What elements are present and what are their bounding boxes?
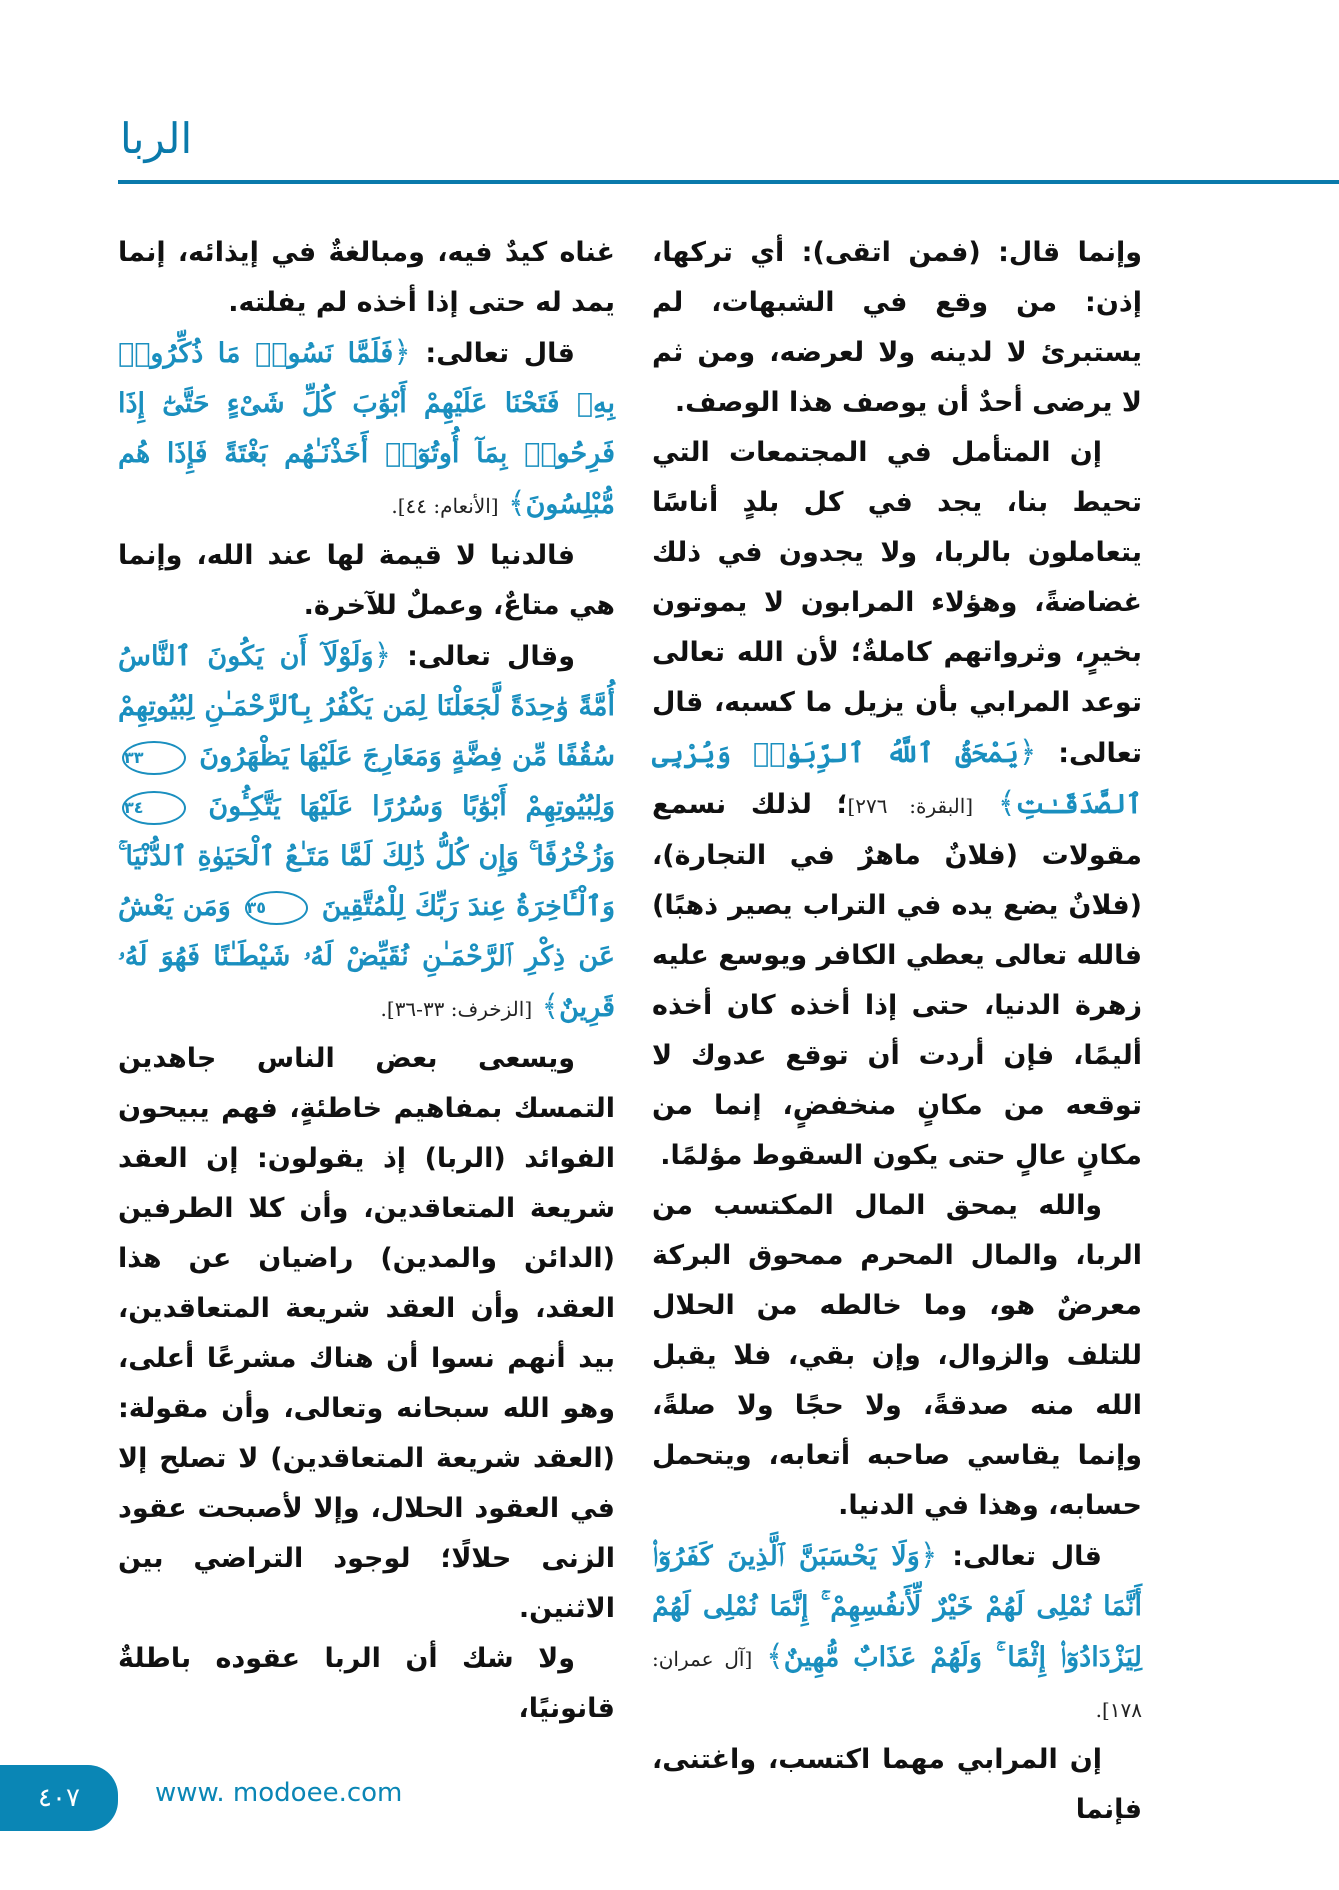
quran-open-bracket-icon: ﴿ bbox=[393, 335, 411, 370]
verse-reference: [الزخرف: ٣٣-٣٦]. bbox=[380, 997, 533, 1021]
quran-open-bracket-icon: ﴿ bbox=[1018, 735, 1037, 770]
quran-verse: وَلَا يَحْسَبَنَّ ٱلَّذِينَ كَفَرُوٓا۟ أَنَّمَا نُمْلِى لَهُمْ خَيْرٌ لِّأَنفُسِهِمْ ۚ إِنَّمَا نُمْلِى لَهُمْ لِيَزْدَادُوٓا۟ إِثْمًا ۚ وَلَهُمْ عَذَابٌ مُّهِينٌ bbox=[652, 1541, 1142, 1673]
header-divider bbox=[118, 180, 1339, 184]
page-number: ٤٠٧ bbox=[38, 1783, 80, 1813]
paragraph: إن المرابي مهما اكتسب، واغتنى، فإنما bbox=[652, 1744, 1142, 1825]
left-column bbox=[118, 228, 615, 1734]
quran-close-bracket-icon: ﴾ bbox=[541, 989, 560, 1024]
quran-verse: فَلَمَّا نَسُوا۟ مَا ذُكِّرُوا۟ بِهِۦ فَتَحْنَا عَلَيْهِمْ أَبْوَٰبَ كُلِّ شَىْءٍ حَتَّىٰٓ إِذَا فَرِحُوا۟ بِمَآ أُوتُوٓا۟ أَخَذْنَـٰهُم بَغْتَةً فَإِذَا هُم مُّبْلِسُونَ bbox=[118, 338, 615, 520]
quran-open-bracket-icon: ﴿ bbox=[373, 638, 392, 673]
right-column bbox=[652, 228, 1142, 1835]
paragraph: فالدنيا لا قيمة لها عند الله، وإنما هي متاعٌ، وعملٌ للآخرة. bbox=[118, 540, 615, 621]
quran-open-bracket-icon: ﴿ bbox=[919, 1538, 938, 1573]
quran-close-bracket-icon: ﴾ bbox=[766, 1639, 784, 1674]
paragraph-text: ؛ لذلك نسمع مقولات (فلانٌ ماهرٌ في التجارة)، (فلانٌ يضع يده في التراب يصير ذهبًا) فالله تعالى يعطي الكافر ويوسع عليه زهرة الدنيا، حتى إذا أخذه كان أخذه أليمًا، فإن أردت أن توقع عدوك لا توقعه من مكانٍ منخفضٍ، إنما من مكانٍ عالٍ حتى يكون السقوط مؤلمًا. bbox=[652, 789, 1142, 1171]
quran-verse: وَمَن يَعْشُ عَن ذِكْرِ ٱلرَّحْمَـٰنِ نُقَيِّضْ لَهُۥ شَيْطَـٰنًا فَهُوَ لَهُۥ قَرِينٌ bbox=[118, 891, 615, 1023]
quran-verse: وَزُخْرُفًا ۚ وَإِن كُلُّ ذَٰلِكَ لَمَّا مَتَـٰعُ ٱلْحَيَوٰةِ ٱلدُّنْيَا ۚ وَٱلْـَٔاخِرَةُ عِندَ رَبِّكَ لِلْمُتَّقِينَ bbox=[118, 841, 615, 922]
paragraph bbox=[118, 631, 615, 1034]
paragraph-text: وقال تعالى: bbox=[407, 641, 575, 672]
verse-reference: [آل عمران: ١٧٨]. bbox=[652, 1647, 1142, 1722]
ayah-number-marker: ٣٥ bbox=[245, 891, 309, 925]
paragraph-text: قال تعالى: bbox=[952, 1541, 1102, 1572]
paragraph bbox=[652, 1531, 1142, 1735]
quran-verse: وَلِبُيُوتِهِمْ أَبْوَٰبًا وَسُرُرًا عَلَيْهَا يَتَّكِـُٔونَ bbox=[208, 791, 615, 822]
paragraph-text: قال تعالى: bbox=[425, 338, 575, 369]
verse-reference: [البقرة: ٢٧٦] bbox=[847, 794, 974, 818]
paragraph: غناه كيدٌ فيه، ومبالغةٌ في إيذائه، إنما يمد له حتى إذا أخذه لم يفلته. bbox=[118, 237, 615, 318]
paragraph bbox=[652, 428, 1142, 1181]
ayah-number-marker: ٣٣ bbox=[122, 741, 186, 775]
quran-verse: يَمْحَقُ ٱللَّهُ ٱلرِّبَوٰا۟ وَيُرْبِى ٱلصَّدَقَـٰتِ bbox=[652, 738, 1143, 820]
ayah-number-marker: ٣٤ bbox=[122, 791, 186, 825]
website-link[interactable]: www. modoee.com bbox=[155, 1778, 403, 1808]
chapter-title: الربا bbox=[120, 114, 193, 163]
paragraph: ويسعى بعض الناس جاهدين التمسك بمفاهيم خاطئةٍ، فهم يبيحون الفوائد (الربا) إذ يقولون: إن العقد شريعة المتعاقدين، وأن كلا الطرفين (الدائن والمدين) راضيان عن هذا العقد، وأن العقد شريعة المتعاقدين، بيد أنهم نسوا أن هناك مشرعًا أعلى، وهو الله سبحانه وتعالى، وأن مقولة: (العقد شريعة المتعاقدين) لا تصلح إلا في العقود الحلال، وإلا لأصبحت عقود الزنى حلالًا؛ لوجود التراضي بين الاثنين. bbox=[118, 1043, 615, 1624]
page-number-badge bbox=[0, 1765, 118, 1831]
quran-close-bracket-icon: ﴾ bbox=[508, 486, 526, 521]
paragraph: والله يمحق المال المكتسب من الربا، والمال المحرم ممحوق البركة معرضٌ هو، وما خالطه من الحلال للتلف والزوال، وإن بقي، فلا يقبل الله منه صدقةً، ولا حجًا ولا صلةً، وإنما يقاسي صاحبه أتعابه، ويتحمل حسابه، وهذا في الدنيا. bbox=[652, 1190, 1142, 1521]
paragraph: وإنما قال: (فمن اتقى): أي تركها، إذن: من وقع في الشبهات، لم يستبرئ لا لدينه ولا لعرضه، ومن ثم لا يرضى أحدٌ أن يوصف هذا الوصف. bbox=[652, 237, 1142, 418]
quran-verse: وَلَوْلَآ أَن يَكُونَ ٱلنَّاسُ أُمَّةً وَٰحِدَةً لَّجَعَلْنَا لِمَن يَكْفُرُ بِٱلرَّحْمَـٰنِ لِبُيُوتِهِمْ سُقُفًا مِّن فِضَّةٍ وَمَعَارِجَ عَلَيْهَا يَظْهَرُونَ bbox=[118, 641, 615, 772]
verse-reference: [الأنعام: ٤٤]. bbox=[391, 494, 499, 518]
paragraph-text: إن المتأمل في المجتمعات التي تحيط بنا، يجد في كل بلدٍ أناسًا يتعاملون بالربا، ولا يجدون في ذلك غضاضةً، وهؤلاء المرابون لا يموتون بخيرٍ، وثرواتهم كاملةٌ؛ لأن الله تعالى توعد المرابي بأن يزيل ما كسبه، قال تعالى: bbox=[652, 437, 1142, 769]
quran-close-bracket-icon: ﴾ bbox=[997, 786, 1016, 821]
paragraph bbox=[118, 328, 615, 531]
paragraph: ولا شك أن الربا عقوده باطلةٌ قانونيًا، bbox=[118, 1643, 615, 1724]
